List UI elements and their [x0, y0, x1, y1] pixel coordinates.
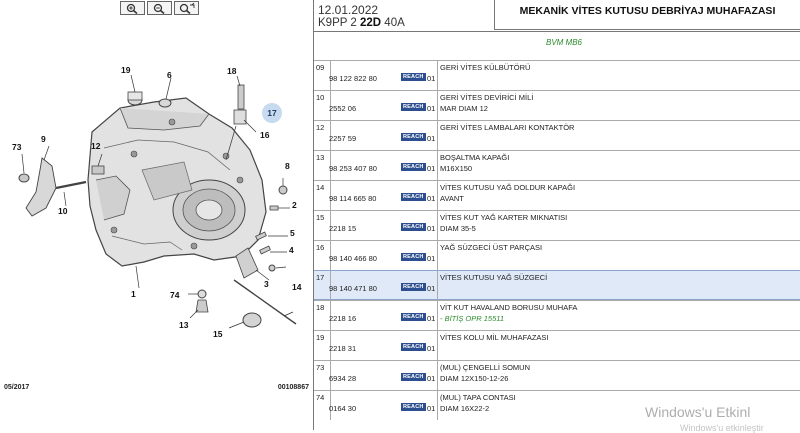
column-divider [437, 211, 438, 240]
callout-18[interactable]: 18 [227, 66, 237, 76]
part-row[interactable] [314, 90, 800, 120]
callout-14[interactable]: 14 [292, 282, 302, 292]
callout-3[interactable]: 3 [264, 279, 269, 289]
exploded-view-diagram[interactable] [4, 30, 309, 385]
zoom-fit-button[interactable] [174, 1, 199, 15]
callout-5[interactable]: 5 [290, 228, 295, 238]
part-description: GERİ VİTES DEVİRİCİ MİLİ [440, 93, 534, 102]
part-description: (MUL) TAPA CONTASI [440, 393, 516, 402]
part-reference[interactable]: 98 114 665 80 [329, 194, 377, 203]
part-quantity: 01 [427, 104, 436, 113]
part-reference[interactable]: 98 122 822 80 [329, 74, 377, 83]
vehicle-code-suffix: 40A [381, 17, 405, 29]
part-reference[interactable]: 0164 30 [329, 404, 357, 413]
item-number: 12 [316, 123, 325, 132]
item-number: 15 [316, 213, 325, 222]
part-row[interactable] [314, 240, 800, 270]
part-detail: DIAM 35-5 [440, 224, 476, 233]
part-quantity: 01 [427, 164, 436, 173]
diagram-toolbar [120, 1, 199, 15]
part-quantity: 01 [427, 224, 436, 233]
activation-watermark: Windows'u Etkinl [645, 404, 751, 420]
item-number: 19 [316, 333, 325, 342]
column-divider [437, 361, 438, 390]
part-reference[interactable]: 2218 16 [329, 314, 357, 323]
column-divider [437, 151, 438, 180]
callout-12[interactable]: 12 [91, 141, 101, 151]
part-detail: AVANT [440, 194, 464, 203]
part-row[interactable] [314, 330, 800, 360]
diagram-id: 00108867 [277, 384, 309, 391]
column-divider [437, 391, 438, 420]
part-quantity: 01 [427, 194, 436, 203]
header-divider [314, 31, 800, 32]
reach-badge[interactable]: REACH [403, 224, 424, 230]
zoom-fit-icon [178, 3, 196, 14]
column-divider [437, 301, 438, 330]
part-reference[interactable]: 6934 28 [329, 374, 357, 383]
part-description: VİTES KOLU MİL MUHAFAZASI [440, 333, 549, 342]
callout-13[interactable]: 13 [179, 320, 189, 330]
reach-badge[interactable]: REACH [403, 194, 424, 200]
callout-1[interactable]: 1 [131, 289, 136, 299]
zoom-out-icon [152, 3, 168, 14]
callout-8[interactable]: 8 [285, 161, 290, 171]
part-detail: DIAM 16X22-2 [440, 404, 490, 413]
part-detail: - BİTİŞ OPR 15511 [440, 314, 505, 323]
activation-watermark-sub: Windows'u etkinleştir [680, 423, 764, 433]
reach-badge[interactable]: REACH [403, 404, 424, 410]
vehicle-code-prefix: K9PP 2 [318, 17, 360, 29]
callout-16[interactable]: 16 [260, 130, 270, 140]
diagram-date: 05/2017 [4, 384, 30, 391]
part-row[interactable] [314, 180, 800, 210]
reach-badge[interactable]: REACH [403, 134, 424, 140]
part-quantity: 01 [427, 254, 436, 263]
part-reference[interactable]: 98 253 407 80 [329, 164, 377, 173]
callout-19[interactable]: 19 [121, 65, 131, 75]
part-quantity: 01 [427, 314, 436, 323]
column-divider [437, 181, 438, 210]
reach-badge[interactable]: REACH [403, 284, 424, 290]
item-number: 73 [316, 363, 325, 372]
zoom-in-button[interactable] [120, 1, 145, 15]
part-detail: M16X150 [440, 164, 473, 173]
reach-badge[interactable]: REACH [403, 314, 424, 320]
part-row[interactable] [314, 120, 800, 150]
part-description: VİTES KUTUSU YAĞ SÜZGECİ [440, 273, 548, 282]
part-quantity: 01 [427, 404, 436, 413]
part-reference[interactable]: 98 140 466 80 [329, 254, 377, 263]
reach-badge[interactable]: REACH [403, 374, 424, 380]
part-quantity: 01 [427, 74, 436, 83]
part-description: YAĞ SÜZGECİ ÜST PARÇASI [440, 243, 543, 252]
part-description: GERİ VİTES KÜLBÜTÖRÜ [440, 63, 531, 72]
part-row[interactable] [314, 60, 800, 90]
callout-17[interactable]: 17 [262, 103, 282, 123]
column-divider [437, 91, 438, 120]
page-title: MEKANİK VİTES KUTUSU DEBRİYAJ MUHAFAZASI [519, 5, 776, 17]
diagram-panel [0, 0, 314, 430]
item-number: 13 [316, 153, 325, 162]
part-description: BOŞALTMA KAPAĞI [440, 153, 510, 162]
part-row[interactable] [314, 210, 800, 240]
column-divider [437, 241, 438, 270]
part-quantity: 01 [427, 284, 436, 293]
item-number: 74 [316, 393, 325, 402]
item-number: 10 [316, 93, 325, 102]
callout-4[interactable]: 4 [289, 245, 294, 255]
vehicle-code [318, 17, 405, 29]
item-number: 18 [316, 303, 325, 312]
reach-badge[interactable]: REACH [403, 164, 424, 170]
callout-2[interactable]: 2 [292, 200, 297, 210]
callout-73[interactable]: 73 [12, 142, 22, 152]
zoom-out-button[interactable] [147, 1, 172, 15]
part-quantity: 01 [427, 134, 436, 143]
part-row[interactable] [314, 150, 800, 180]
part-quantity: 01 [427, 344, 436, 353]
page-title-box [494, 0, 800, 30]
part-description: (MUL) ÇENGELLİ SOMUN [440, 363, 531, 372]
reach-badge[interactable]: REACH [403, 254, 424, 260]
part-row[interactable] [314, 300, 800, 330]
callout-10[interactable]: 10 [58, 206, 68, 216]
part-description: VİTES KUTUSU YAĞ DOLDUR KAPAĞI [440, 183, 576, 192]
zoom-in-icon [125, 3, 141, 14]
column-divider [437, 61, 438, 90]
part-detail: MAR DIAM 12 [440, 104, 488, 113]
part-detail: DIAM 12X150-12-26 [440, 374, 509, 383]
column-divider [437, 271, 438, 300]
reach-badge[interactable]: REACH [403, 344, 424, 350]
part-description: VİT KUT HAVALAND BORUSU MUHAFA [440, 303, 578, 312]
part-quantity: 01 [427, 374, 436, 383]
callout-74[interactable]: 74 [170, 290, 180, 300]
part-row[interactable] [314, 270, 800, 300]
part-row[interactable] [314, 360, 800, 390]
reach-badge[interactable]: REACH [403, 104, 424, 110]
vehicle-code-bold: 22D [360, 17, 382, 29]
item-number: 17 [316, 273, 325, 282]
parts-list [314, 60, 800, 420]
callout-9[interactable]: 9 [41, 134, 46, 144]
catalog-date: 12.01.2022 [318, 3, 379, 17]
item-number: 09 [316, 63, 325, 72]
part-reference[interactable]: 2552 06 [329, 104, 357, 113]
column-divider [437, 121, 438, 150]
item-number: 14 [316, 183, 325, 192]
reach-badge[interactable]: REACH [403, 74, 424, 80]
section-label: BVM MB6 [546, 38, 583, 47]
part-reference[interactable]: 98 140 471 80 [329, 284, 377, 293]
part-reference[interactable]: 2257 59 [329, 134, 357, 143]
part-reference[interactable]: 2218 31 [329, 344, 357, 353]
item-number: 16 [316, 243, 325, 252]
parts-panel [314, 0, 800, 430]
column-divider [437, 331, 438, 360]
part-reference[interactable]: 2218 15 [329, 224, 357, 233]
callout-15[interactable]: 15 [213, 329, 223, 339]
callout-6[interactable]: 6 [167, 70, 172, 80]
part-description: VİTES KUT YAĞ KARTER MIKNATISI [440, 213, 568, 222]
part-description: GERİ VİTES LAMBALARI KONTAKTÖR [440, 123, 575, 132]
